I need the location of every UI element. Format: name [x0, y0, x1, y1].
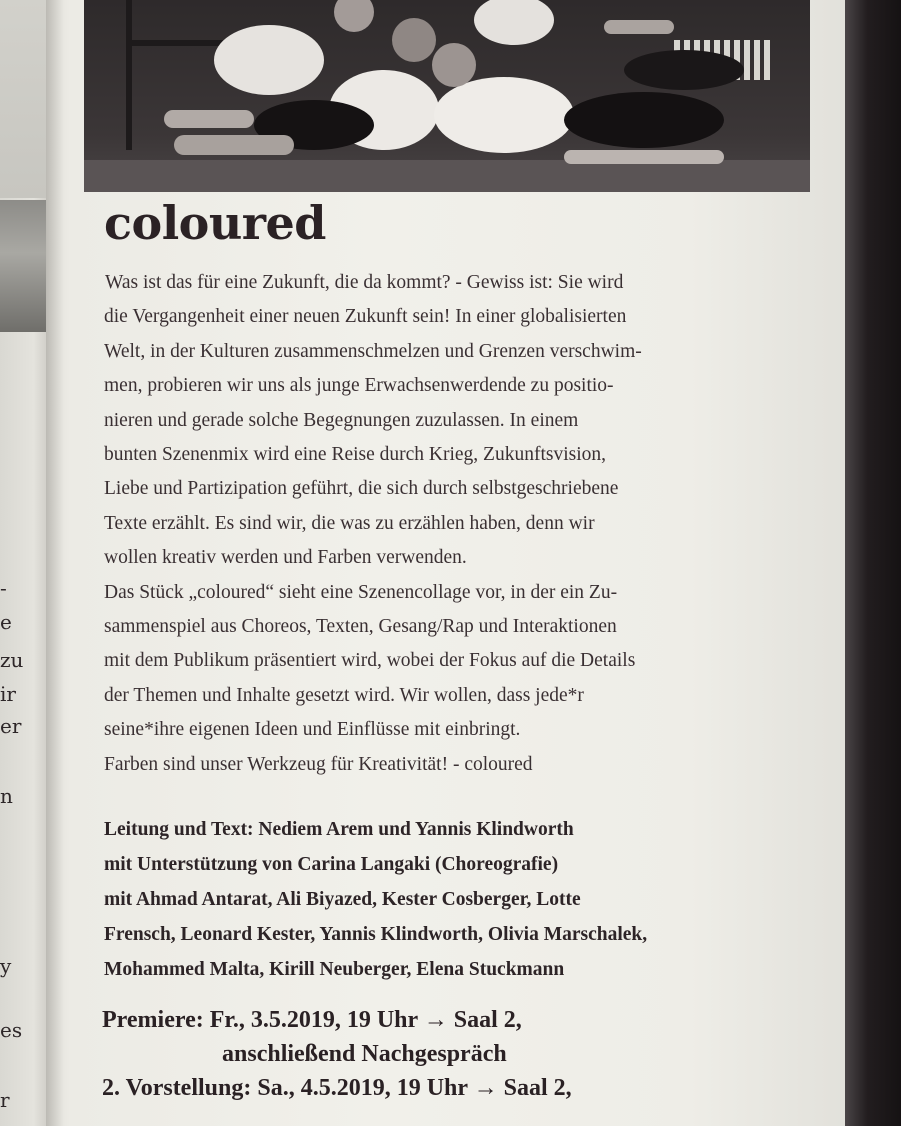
body-line: men, probieren wir uns als junge Erwachsenwerdende zu positio-: [104, 375, 614, 397]
credits-block: [104, 812, 804, 987]
previous-page-fragment: r: [0, 1088, 10, 1112]
body-line: Liebe und Partizipation geführt, die sich durch selbstgeschriebene: [104, 478, 619, 500]
credits-line: Frensch, Leonard Kester, Yannis Klindworth, Olivia Marschalek,: [104, 924, 648, 945]
second-performance-venue: Saal 2,: [503, 1075, 572, 1101]
premiere-note: anschließend Nachgespräch: [222, 1041, 507, 1067]
second-performance-label: 2. Vorstellung:: [102, 1075, 252, 1101]
body-line: sammenspiel aus Choreos, Texten, Gesang/Rap und Interaktionen: [104, 616, 617, 638]
previous-page-fragment: e: [0, 610, 12, 634]
premiere-date: Fr., 3.5.2019, 19 Uhr: [209, 1007, 418, 1033]
article-title: coloured: [104, 196, 326, 250]
second-performance-row: [102, 1071, 822, 1105]
previous-page-photo-top: [0, 0, 46, 198]
body-line: die Vergangenheit einer neuen Zukunft sein! In einer globalisierten: [104, 306, 627, 328]
body-line: nieren und gerade solche Begegnungen zuzulassen. In einem: [104, 409, 579, 431]
article-body: [104, 266, 804, 782]
premiere-label: Premiere:: [102, 1007, 204, 1033]
body-line: Das Stück „coloured“ sieht eine Szenencollage vor, in der ein Zu-: [104, 581, 618, 603]
previous-page-fragment: zu: [0, 648, 24, 672]
body-line: Welt, in der Kulturen zusammenschmelzen und Grenzen verschwim-: [104, 340, 642, 362]
credits-line: mit Unterstützung von Carina Langaki (Choreografie): [104, 854, 559, 875]
premiere-note-row: [102, 1037, 822, 1071]
body-line: Texte erzählt. Es sind wir, die was zu erzählen haben, denn wir: [104, 512, 595, 534]
body-line: bunten Szenenmix wird eine Reise durch Krieg, Zukunftsvision,: [104, 444, 607, 466]
body-line: Was ist das für eine Zukunft, die da kommt? - Gewiss ist: Sie wird: [105, 272, 624, 293]
premiere-row: [102, 1003, 822, 1037]
ensemble-photo-image: [84, 0, 810, 192]
previous-page-fragment: y: [0, 954, 12, 978]
body-line: wollen kreativ werden und Farben verwenden.: [104, 547, 467, 569]
credits-line: Leitung und Text: Nediem Arem und Yannis Klindworth: [104, 819, 574, 840]
previous-page-fragment: es: [0, 1018, 23, 1042]
body-line: Farben sind unser Werkzeug für Kreativität! - coloured: [104, 753, 533, 775]
arrow-icon: →: [423, 1007, 448, 1033]
ensemble-photo: [84, 0, 810, 192]
previous-page: [0, 0, 48, 1126]
body-line: seine*ihre eigenen Ideen und Einflüsse mit einbringt.: [104, 719, 521, 741]
dark-background: [845, 0, 901, 1126]
previous-page-fragment: n: [0, 784, 13, 808]
body-line: der Themen und Inhalte gesetzt wird. Wir wollen, dass jede*r: [104, 684, 584, 706]
body-line: mit dem Publikum präsentiert wird, wobei der Fokus auf die Details: [104, 650, 636, 672]
previous-page-fragment: ir: [0, 682, 16, 706]
previous-page-photo-edge: [0, 200, 46, 332]
previous-page-fragment: er: [0, 714, 22, 738]
credits-line: mit Ahmad Antarat, Ali Biyazed, Kester Cosberger, Lotte: [104, 889, 581, 910]
performance-dates: [102, 1003, 822, 1105]
second-performance-date: Sa., 4.5.2019, 19 Uhr: [257, 1075, 468, 1101]
arrow-icon: →: [473, 1075, 498, 1101]
premiere-venue: Saal 2,: [453, 1007, 522, 1033]
credits-line: Mohammed Malta, Kirill Neuberger, Elena Stuckmann: [104, 959, 565, 980]
previous-page-fragment: -: [0, 576, 7, 600]
